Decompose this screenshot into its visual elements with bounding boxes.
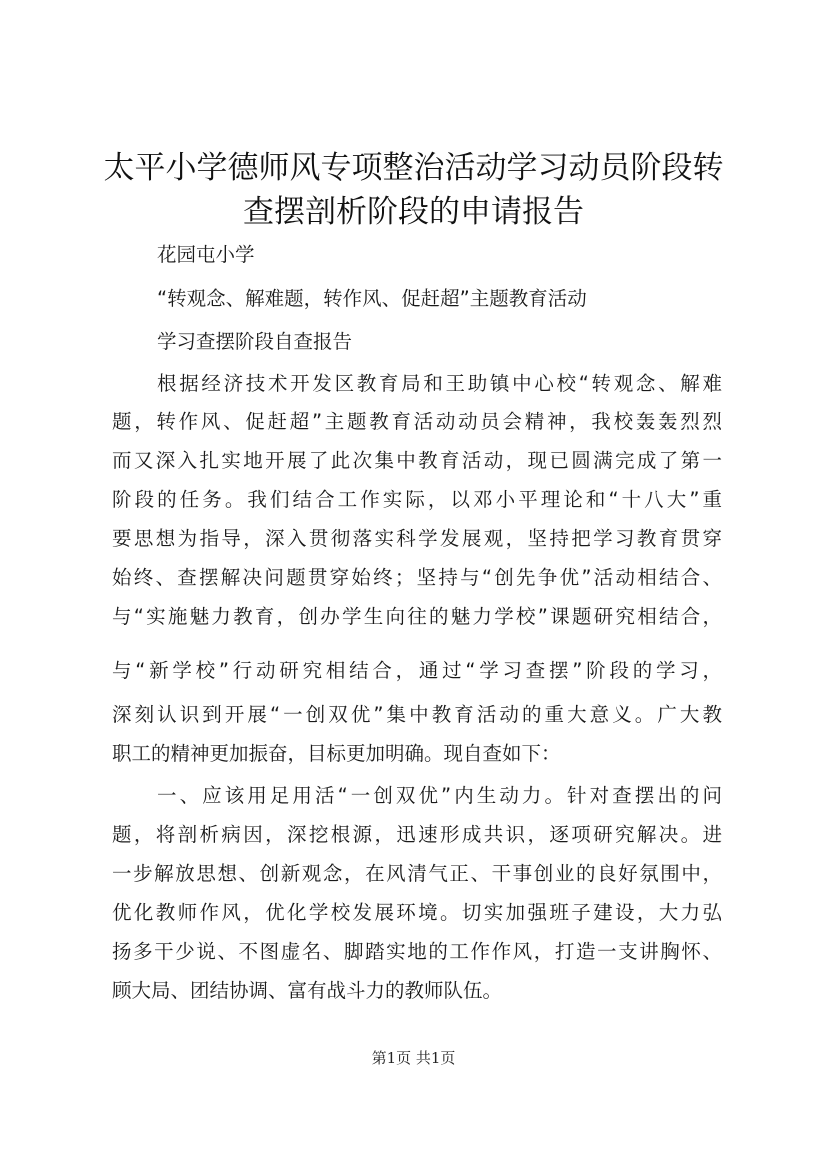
paragraph2-line: 顾大局、团结协调、富有战斗力的教师队伍。 xyxy=(112,979,503,1002)
paragraph2-line: 一步解放思想、创新观念，在风清气正、干事创业的良好氛围中， xyxy=(112,862,722,885)
activity-theme: “转观念、解难题，转作风、促赶超”主题教育活动 xyxy=(157,287,587,310)
paragraph1-line: 题，转作风、促赶超”主题教育活动动员会精神，我校轰轰烈烈 xyxy=(112,410,722,433)
paragraph1-line: 而又深入扎实地开展了此次集中教育活动，现已圆满完成了第一 xyxy=(112,449,722,472)
paragraph2-line: 扬多干少说、不图虚名、脚踏实地的工作作风，打造一支讲胸怀、 xyxy=(112,940,722,963)
paragraph2-line: 题，将剖析病因，深挖根源，迅速形成共识，逐项研究解决。进 xyxy=(112,823,722,846)
paragraph1-line: 始终、查摆解决问题贯穿始终；坚持与“创先争优”活动相结合、 xyxy=(112,566,722,589)
paragraph2-line: 优化教师作风，优化学校发展环境。切实加强班子建设，大力弘 xyxy=(112,901,722,924)
page-footer: 第1页 共1页 xyxy=(371,1049,456,1067)
report-name: 学习查摆阶段自查报告 xyxy=(157,330,353,353)
title-line-2: 查摆剖析阶段的申请报告 xyxy=(243,194,584,230)
document-title xyxy=(80,146,747,234)
paragraph2-line: 一、应该用足用活“一创双优”内生动力。针对查摆出的问 xyxy=(157,784,722,807)
title-line-1: 太平小学德师风专项整治活动学习动员阶段转 xyxy=(103,150,724,186)
paragraph1-line: 职工的精神更加振奋，目标更加明确。现自查如下： xyxy=(112,742,561,765)
paragraph1-line: 根据经济技术开发区教育局和王助镇中心校“转观念、解难 xyxy=(157,372,722,395)
paragraph1-line: 要思想为指导，深入贯彻落实科学发展观，坚持把学习教育贯穿 xyxy=(112,527,722,550)
paragraph1-line: 深刻认识到开展“一创双优”集中教育活动的重大意义。广大教 xyxy=(112,703,722,726)
paragraph1-line: 阶段的任务。我们结合工作实际，以邓小平理论和“十八大”重 xyxy=(112,488,722,511)
paragraph1-line: 与“实施魅力教育，创办学生向往的魅力学校”课题研究相结合， xyxy=(112,605,722,628)
paragraph1-line: 与“新学校”行动研究相结合，通过“学习查摆”阶段的学习， xyxy=(112,659,722,682)
school-name: 花园屯小学 xyxy=(157,243,255,266)
